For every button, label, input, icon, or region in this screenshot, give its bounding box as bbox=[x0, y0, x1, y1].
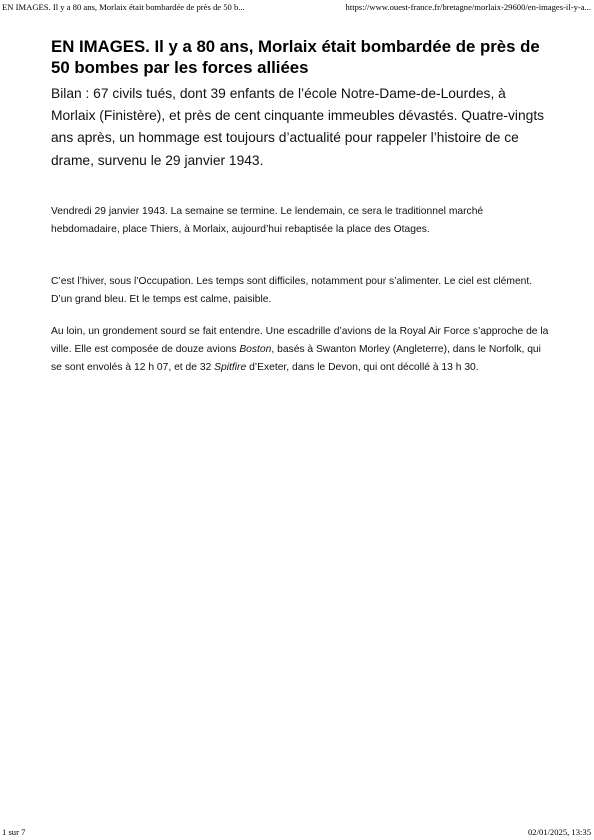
page-number: 1 sur 7 bbox=[2, 827, 26, 837]
print-page-title: EN IMAGES. Il y a 80 ans, Morlaix était bombardée de près de 50 b... bbox=[2, 2, 245, 12]
article-headline: EN IMAGES. Il y a 80 ans, Morlaix était bombardée de près de 50 bombes par les forces alliées bbox=[51, 37, 540, 77]
aircraft-name: Spitfire bbox=[214, 362, 247, 374]
aircraft-name: Boston bbox=[239, 343, 272, 355]
print-datetime: 02/01/2025, 13:35 bbox=[527, 827, 591, 837]
print-page-url: https://www.ouest-france.fr/bretagne/morlaix-29600/en-images-il-y-a... bbox=[345, 2, 591, 12]
print-header bbox=[0, 2, 594, 14]
paragraph-text: Au loin, un grondement sourd se fait entendre. Une escadrille d’avions de la Royal Air Force s’approche de la ville. Elle est composée de douze avions bbox=[51, 325, 549, 355]
article-paragraph: Vendredi 29 janvier 1943. La semaine se termine. Le lendemain, ce sera le traditionnel marché hebdomadaire, place Thiers, à Morlaix, aujourd’hui rebaptisée la place des Otages. bbox=[51, 205, 484, 236]
article-lead: Bilan : 67 civils tués, dont 39 enfants de l’école Notre-Dame-de-Lourdes, à Morlaix (Finistère), et près de cent cinquante immeubles dévastés. Quatre-vingts ans après, un hommage est toujours d’actualité pour rappeler l’histoire de ce drame, survenu le 29 janvier 1943. bbox=[51, 86, 545, 168]
article-paragraph bbox=[51, 323, 551, 378]
print-footer bbox=[0, 827, 594, 839]
paragraph-text: d’Exeter, dans le Devon, qui ont décollé à 13 h 30. bbox=[246, 362, 479, 374]
article-paragraph: C’est l’hiver, sous l’Occupation. Les temps sont difficiles, notamment pour s’alimenter. Le ciel est clément. D’un grand bleu. Et le temps est calme, paisible. bbox=[51, 276, 533, 306]
article bbox=[51, 36, 551, 377]
paragraph-text: , basés à Swanton Morley (Angleterre), dans le Norfolk, qui se sont envolés à 12 h 07, et de 32 bbox=[51, 343, 541, 374]
